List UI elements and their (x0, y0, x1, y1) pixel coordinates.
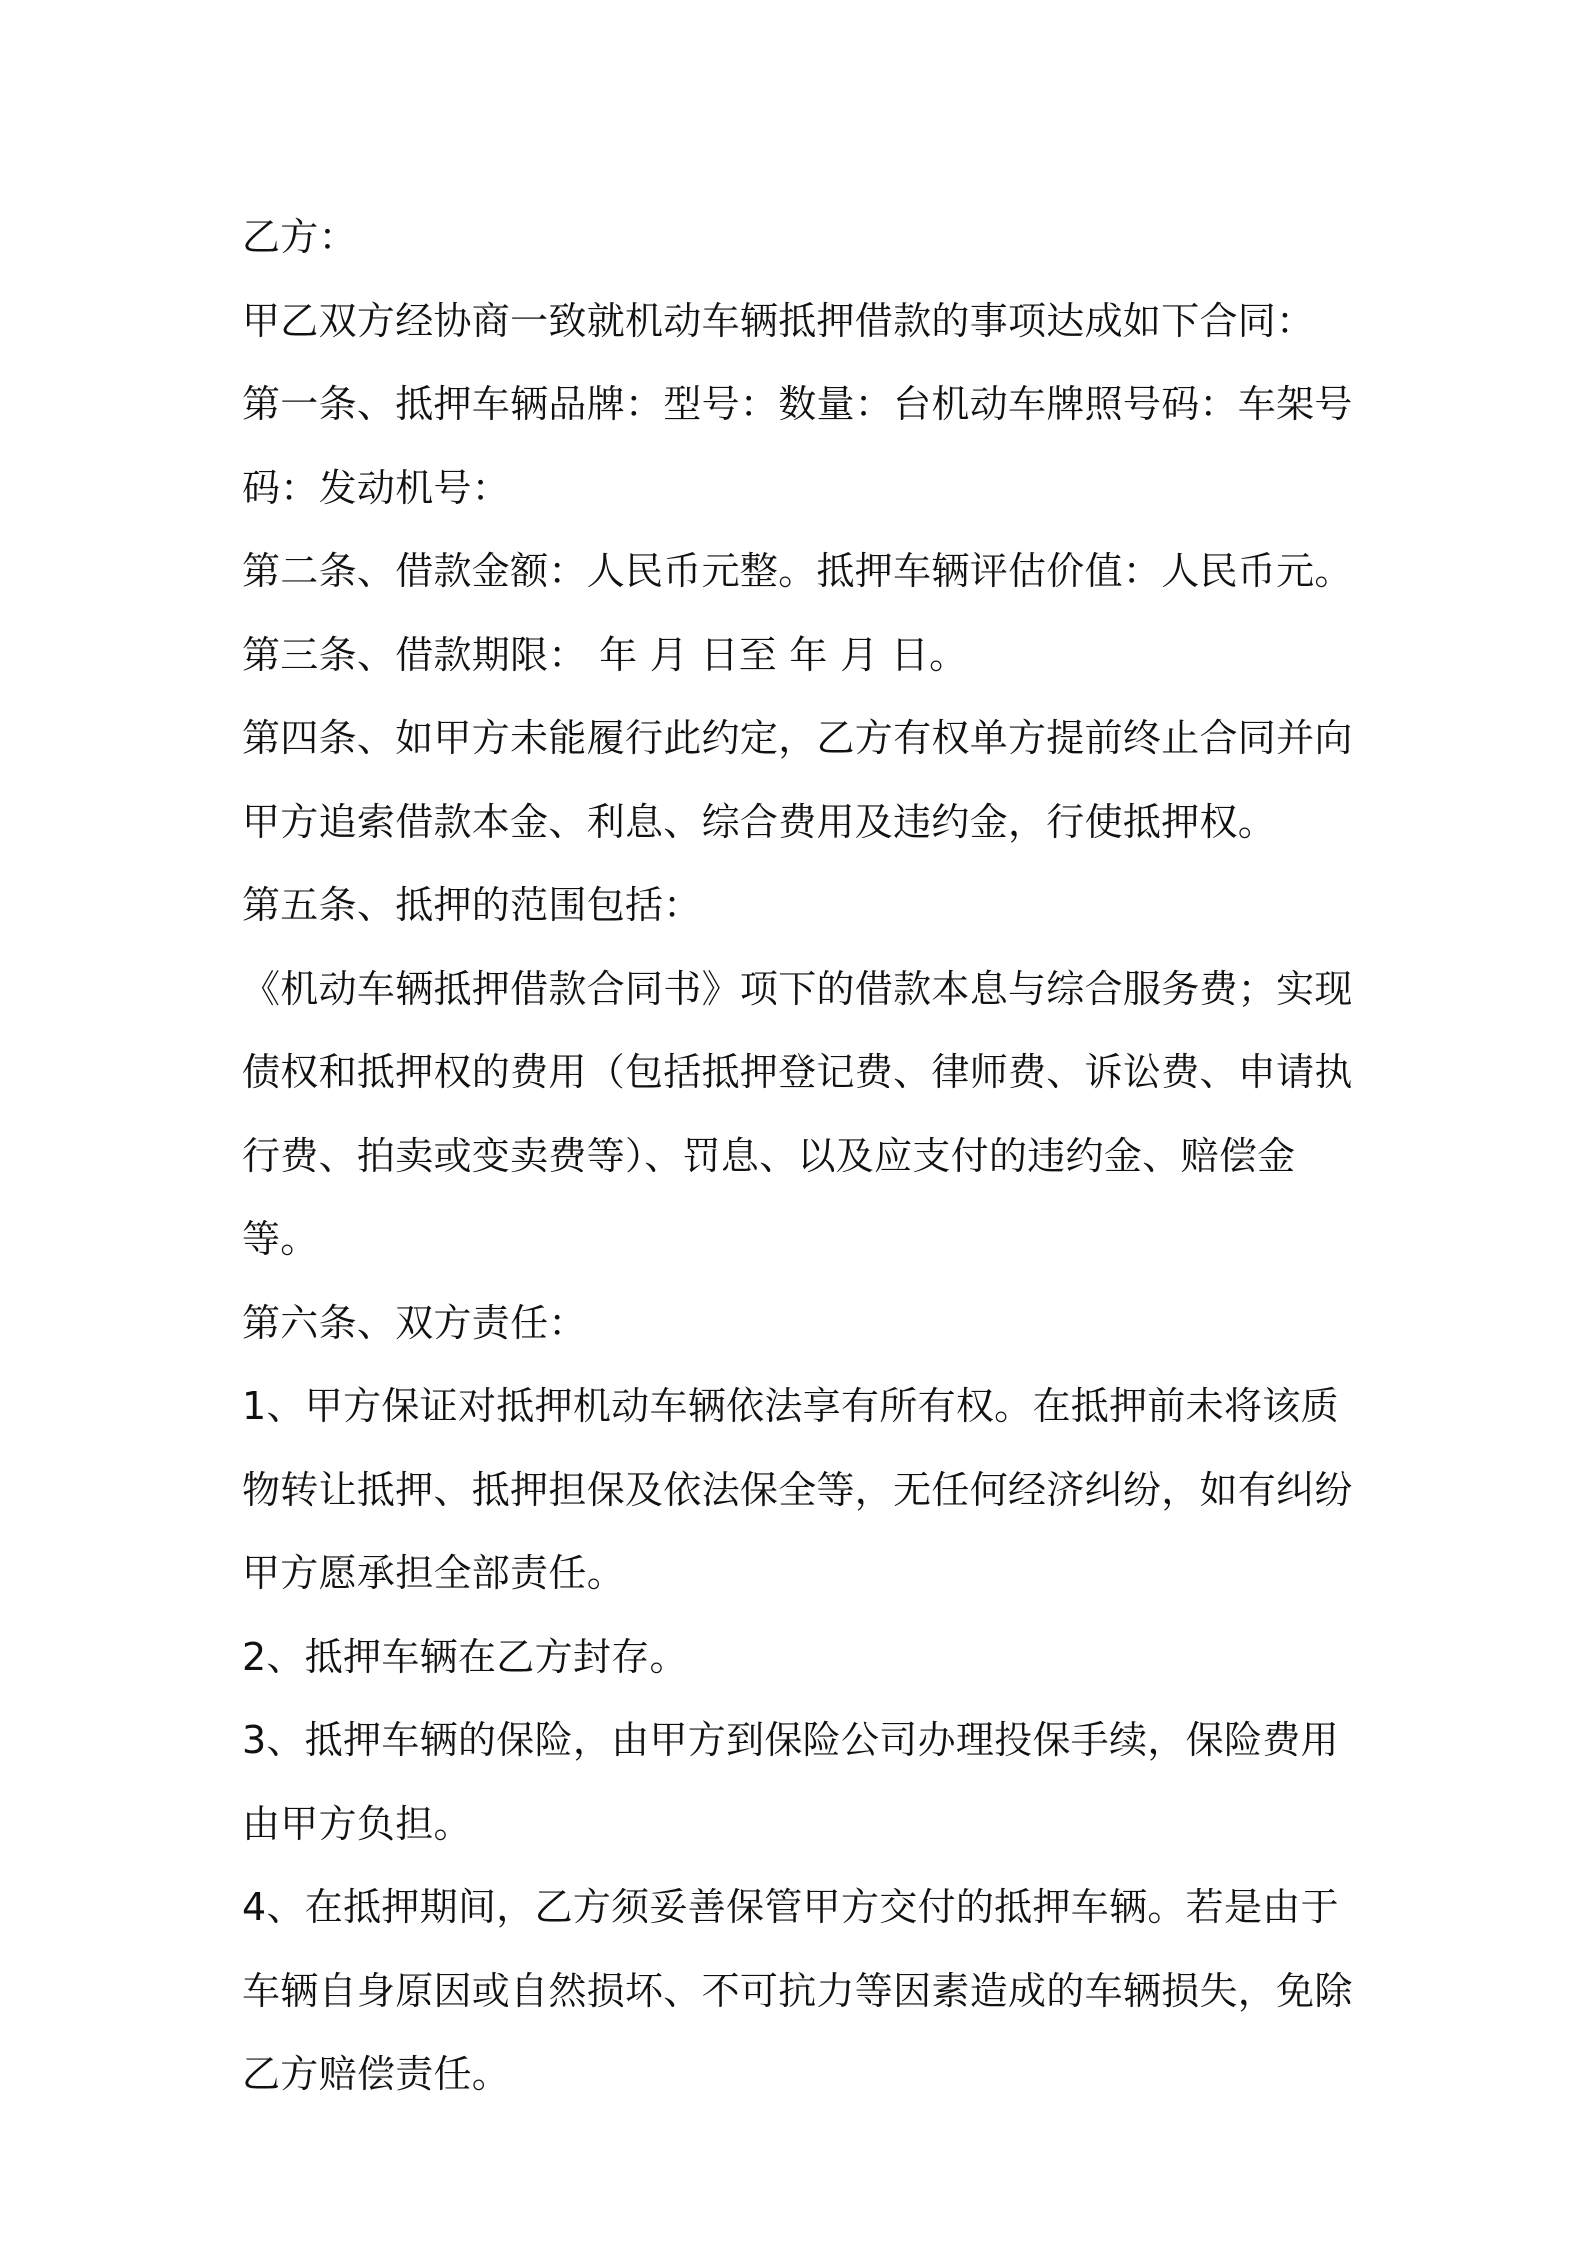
article-6-item-2: 2、抵押车辆在乙方封存。 (242, 1634, 688, 1679)
article-6: 第六条、双方责任： (242, 1300, 587, 1345)
party-b-label: 乙方： (242, 215, 357, 259)
article-5: 第五条、抵押的范围包括： (242, 883, 702, 927)
article-6-item-3: 3、抵押车辆的保险，由甲方到保险公司办理投保手续，保险费用由甲方负担。 (242, 1718, 1339, 1846)
article-5-scope: 《机动车辆抵押借款合同书》项下的借款本息与综合服务费；实现债权和抵押权的费用（包括抵押登记费、律师费、诉讼费、申请执行费、拍卖或变卖费等）、罚息、以及应支付的违约金、赔偿金等。 (242, 966, 1353, 1261)
article-2: 第二条、借款金额：人民币元整。抵押车辆评估价值：人民币元。 (242, 549, 1353, 593)
article-6-item-4: 4、在抵押期间，乙方须妥善保管甲方交付的抵押车辆。若是由于车辆自身原因或自然损坏、不可抗力等因素造成的车辆损失，免除乙方赔偿责任。 (242, 1885, 1353, 2096)
contract-body (242, 196, 1360, 2117)
article-4: 第四条、如甲方未能履行此约定，乙方有权单方提前终止合同并向甲方追索借款本金、利息、综合费用及违约金，行使抵押权。 (242, 716, 1353, 844)
contract-intro: 甲乙双方经协商一致就机动车辆抵押借款的事项达成如下合同： (242, 298, 1315, 343)
article-3: 第三条、借款期限： 年 月 日至 年 月 日。 (242, 632, 968, 677)
article-6-item-1: 1、甲方保证对抵押机动车辆依法享有所有权。在抵押前未将该质物转让抵押、抵押担保及依法保全等，无任何经济纠纷，如有纠纷甲方愿承担全部责任。 (242, 1384, 1353, 1595)
article-1: 第一条、抵押车辆品牌：型号：数量：台机动车牌照号码：车架号码：发动机号： (242, 382, 1353, 510)
